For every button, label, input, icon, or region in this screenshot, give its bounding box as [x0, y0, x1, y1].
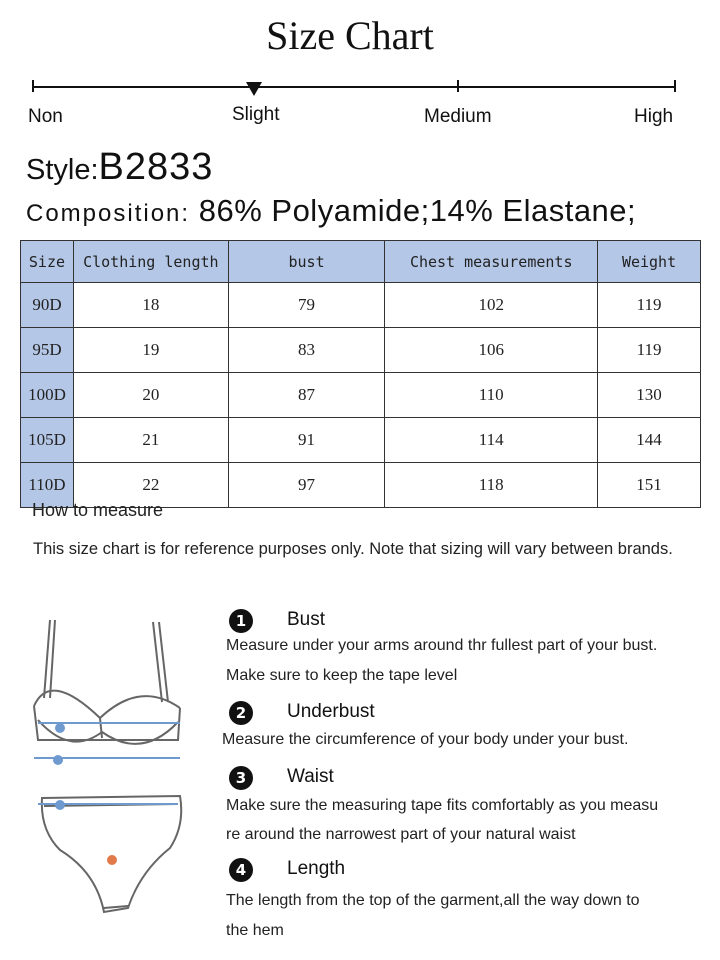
table-cell: 87 [228, 373, 385, 418]
reference-note: This size chart is for reference purposes only. Note that sizing will vary between brands. [33, 540, 673, 558]
scale-tick [32, 80, 34, 92]
length-title: Length [287, 858, 346, 879]
how-to-measure-heading: How to measure [32, 500, 164, 520]
table-cell: 105D [21, 418, 74, 463]
bust-title: Bust [287, 609, 326, 630]
table-cell: 83 [228, 328, 385, 373]
marker-3-icon [55, 800, 65, 810]
table-cell: 90D [21, 283, 74, 328]
table-cell: 118 [385, 463, 598, 508]
underbust-title: Underbust [287, 701, 375, 722]
brief-outline [42, 796, 181, 912]
table-row [21, 328, 701, 373]
table-cell: 22 [73, 463, 228, 508]
number-4-icon: 4 [229, 858, 253, 882]
garment-illustration [20, 610, 195, 930]
column-header: Clothing length [73, 241, 228, 283]
length-text-line-1: The length from the top of the garment,all the way down to [226, 892, 640, 909]
table-cell: 110D [21, 463, 74, 508]
composition-label: Composition: [26, 200, 191, 227]
table-row [21, 418, 701, 463]
table-cell: 110 [385, 373, 598, 418]
table-header-row [21, 241, 701, 283]
table-cell: 130 [598, 373, 701, 418]
stretch-scale-line [32, 86, 676, 88]
table-cell: 106 [385, 328, 598, 373]
table-cell: 20 [73, 373, 228, 418]
table-cell: 102 [385, 283, 598, 328]
table-cell: 144 [598, 418, 701, 463]
table-row [21, 373, 701, 418]
table-cell: 119 [598, 328, 701, 373]
bra-cups [34, 691, 180, 718]
marker-2-icon [53, 755, 63, 765]
bust-text-line-1: Measure under your arms around thr fullest part of your bust. [226, 637, 658, 654]
table-cell: 18 [73, 283, 228, 328]
table-cell: 151 [598, 463, 701, 508]
table-cell: 119 [598, 283, 701, 328]
underbust-text-line-1: Measure the circumference of your body under your bust. [222, 731, 629, 748]
scale-tick [457, 80, 459, 92]
scale-label-high: High [634, 106, 674, 127]
scale-tick [674, 80, 676, 92]
style-code: B2833 [98, 146, 214, 188]
scale-label-non: Non [28, 106, 63, 127]
style-line [26, 146, 213, 189]
page-title: Size Chart [266, 13, 434, 58]
bust-text-line-2: Make sure to keep the tape level [226, 667, 458, 684]
scale-label-slight: Slight [232, 104, 280, 125]
style-label: Style: [26, 154, 99, 186]
table-cell: 19 [73, 328, 228, 373]
composition-line [26, 193, 636, 229]
number-1-icon: 1 [229, 609, 253, 633]
composition-value: 86% Polyamide;14% Elastane; [198, 193, 637, 228]
number-2-icon: 2 [229, 701, 253, 725]
waist-text-line-1: Make sure the measuring tape fits comfortably as you measu [226, 797, 659, 814]
marker-4-icon [107, 855, 117, 865]
size-table [20, 240, 701, 508]
table-cell: 100D [21, 373, 74, 418]
bra-strap-left [44, 620, 50, 698]
number-3-icon: 3 [229, 766, 253, 790]
table-cell: 95D [21, 328, 74, 373]
column-header: Weight [598, 241, 701, 283]
waist-title: Waist [287, 766, 334, 787]
marker-1-icon [55, 723, 65, 733]
table-cell: 91 [228, 418, 385, 463]
table-row [21, 283, 701, 328]
waist-text-line-2: re around the narrowest part of your natural waist [226, 826, 576, 843]
length-text-line-2: the hem [226, 922, 284, 939]
stretch-pointer-icon [246, 82, 262, 96]
column-header: Size [21, 241, 74, 283]
table-cell: 114 [385, 418, 598, 463]
column-header: bust [228, 241, 385, 283]
scale-label-medium: Medium [424, 106, 492, 127]
table-cell: 97 [228, 463, 385, 508]
table-cell: 21 [73, 418, 228, 463]
column-header: Chest measurements [385, 241, 598, 283]
table-cell: 79 [228, 283, 385, 328]
